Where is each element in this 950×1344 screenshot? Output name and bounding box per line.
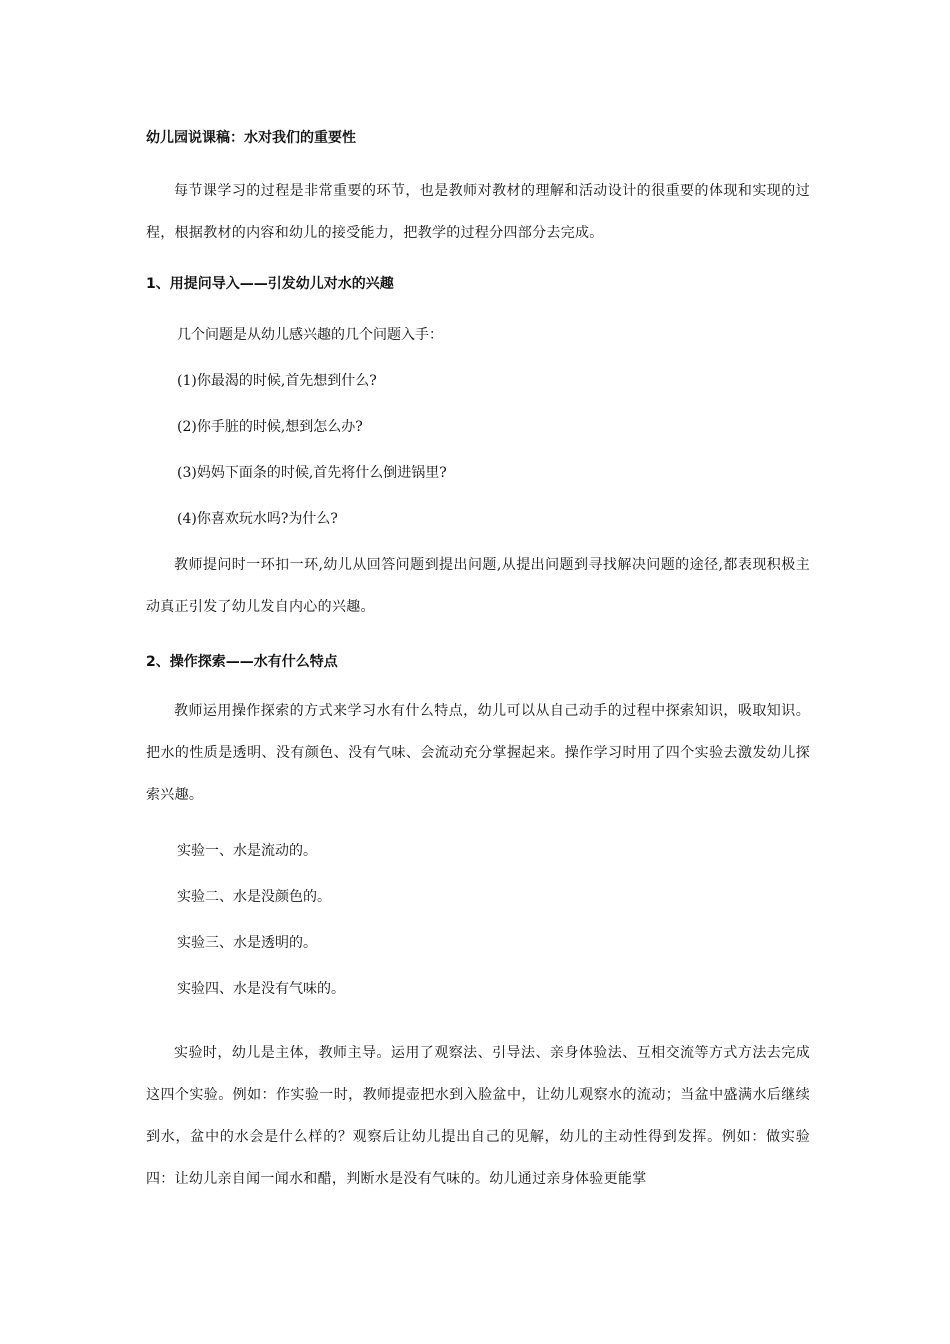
spacer xyxy=(146,628,810,650)
section-1-summary: 教师提问时一环扣一环,幼儿从回答问题到提出问题,从提出问题到寻找解决问题的途径,都表现积极主动真正引发了幼儿发自内心的兴趣。 xyxy=(146,557,810,615)
section-2-detail: 实验时，幼儿是主体，教师主导。运用了观察法、引导法、亲身体验法、互相交流等方式方法去完成这四个实验。例如：作实验一时，教师提壶把水到入脸盆中，让幼儿观察水的流动；当盆中盛满水后继续到水，盆中的水会是什么样的？观察后让幼儿提出自己的见解，幼儿的主动性得到发挥。例如：做实验四：让幼儿亲自闻一闻水和醋，判断水是没有气味的。幼儿通过亲身体验更能掌 xyxy=(146,1045,810,1187)
spacer xyxy=(146,1012,810,1032)
spacer xyxy=(146,816,810,828)
experiment-3: 实验三、水是透明的。 xyxy=(177,935,317,951)
document-body xyxy=(146,126,810,1200)
experiment-2: 实验二、水是没颜色的。 xyxy=(177,889,331,905)
question-3: (3)妈妈下面条的时候,首先将什么倒进锅里? xyxy=(177,465,447,481)
document-title: 幼儿园说课稿：水对我们的重要性 xyxy=(146,130,356,146)
section-2-heading: 2、操作探索——水有什么特点 xyxy=(146,654,338,670)
section-2-lead: 教师运用操作探索的方式来学习水有什么特点，幼儿可以从自己动手的过程中探索知识，吸取知识。把水的性质是透明、没有颜色、没有气味、会流动充分掌握起来。操作学习时用了四个实验去激发幼儿探索兴趣。 xyxy=(146,703,810,803)
question-1: (1)你最渴的时候,首先想到什么? xyxy=(177,373,377,389)
question-2: (2)你手脏的时候,想到怎么办? xyxy=(177,419,363,435)
experiment-1: 实验一、水是流动的。 xyxy=(177,843,317,859)
spacer xyxy=(146,254,810,272)
question-4: (4)你喜欢玩水吗?为什么? xyxy=(177,511,338,527)
section-1-lead: 几个问题是从幼儿感兴趣的几个问题入手： xyxy=(177,327,443,343)
intro-paragraph: 每节课学习的过程是非常重要的环节，也是教师对教材的理解和活动设计的很重要的体现和实现的过程，根据教材的内容和幼儿的接受能力，把教学的过程分四部分去完成。 xyxy=(146,183,810,241)
section-1-heading: 1、用提问导入——引发幼儿对水的兴趣 xyxy=(146,276,394,292)
experiment-4: 实验四、水是没有气味的。 xyxy=(177,981,345,997)
